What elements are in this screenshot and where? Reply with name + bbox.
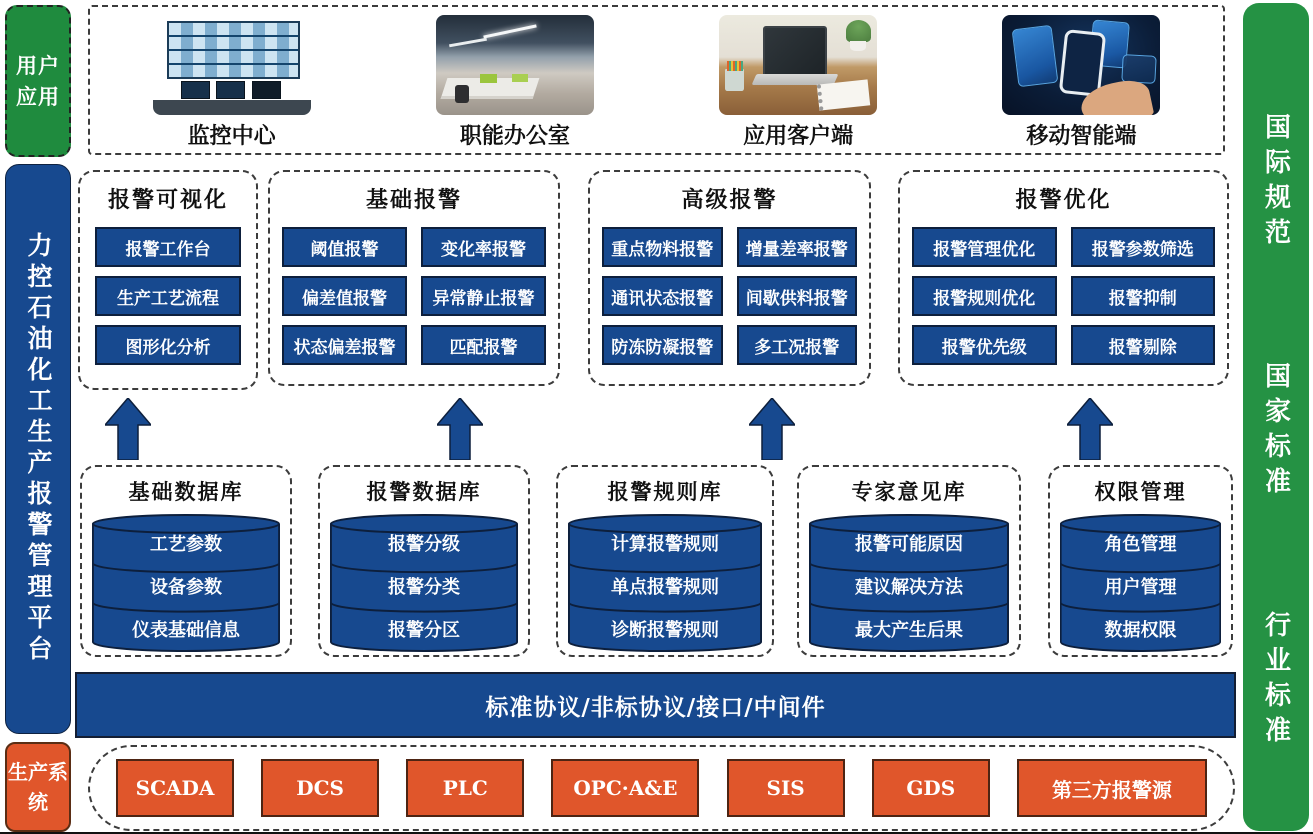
user-app-label: 移动智能端 [1026,123,1137,149]
database-item: 数据权限 [1104,619,1177,641]
user-app-item [90,7,373,153]
database-cylinder [1060,514,1221,652]
notebook [817,79,871,110]
module-item: 异常静止报警 [421,276,546,316]
source-box: SCADA [116,759,234,817]
user-app-item [940,7,1223,153]
user-app-label: 应用客户端 [743,123,854,149]
pencil-cup [725,69,744,91]
database-item: 建议解决方法 [855,577,963,598]
source-box: GDS [872,759,990,817]
cylinder-labels [568,522,762,650]
platform-title-bar: 力控石油化工生产报警管理平台 [5,164,71,734]
mobile-photo [1002,15,1160,115]
cylinder-labels [1060,522,1221,650]
database-item: 报警分级 [388,534,460,556]
ceiling-light [449,38,487,48]
cylinder-labels [330,522,518,650]
ceiling-light [484,24,537,38]
module-grid [590,214,869,365]
floating-screen [1121,54,1156,84]
database-item: 设备参数 [150,577,222,598]
module-item: 报警优先级 [912,325,1057,365]
user-app-label: 职能办公室 [459,123,570,149]
floating-screen [1012,25,1059,87]
cylinder-labels [92,522,280,650]
database-box [80,465,292,657]
up-arrow-icon [437,398,483,460]
user-app-item [657,7,940,153]
module-item: 报警抑制 [1071,276,1216,316]
desk-monitor [216,81,245,99]
database-box [556,465,774,657]
module-item: 偏差值报警 [282,276,407,316]
database-cylinder [809,514,1009,652]
alarm-module-box [78,170,258,390]
user-application-layer [88,5,1225,155]
alarm-module-box [268,170,560,386]
module-item: 多工况报警 [737,325,858,365]
database-cylinder [568,514,762,652]
module-item: 报警管理优化 [912,227,1057,267]
module-item: 生产工艺流程 [95,276,241,316]
module-item: 间歇供料报警 [737,276,858,316]
alarm-module-box [588,170,871,386]
video-wall [167,21,301,79]
up-arrow-icon [749,398,795,460]
desk-partition [480,74,497,83]
standards-item: 国际规范 [1260,112,1291,253]
user-app-label: 监控中心 [187,123,276,149]
desk-partition [512,74,528,82]
control-room-photo [153,15,311,115]
database-item: 报警分区 [388,619,460,641]
module-item: 报警规则优化 [912,276,1057,316]
desk-monitor [252,81,281,99]
module-item: 报警参数筛选 [1071,227,1216,267]
user-apps-label-box: 用户应用 [5,5,71,157]
module-item: 重点物料报警 [602,227,723,267]
desk-monitor [181,81,210,99]
database-box [797,465,1021,657]
database-item: 计算报警规则 [611,534,719,556]
database-item: 诊断报警规则 [611,619,719,641]
database-item: 工艺参数 [150,534,222,556]
module-title: 基础报警 [365,187,462,213]
cylinder-labels [809,522,1009,650]
standards-item: 国家标准 [1260,361,1291,502]
module-item: 匹配报警 [421,325,546,365]
plant [846,20,871,42]
module-title: 报警可视化 [107,187,228,213]
database-title: 专家意见库 [851,479,967,504]
database-title: 权限管理 [1094,479,1187,504]
up-arrow-icon [105,398,151,460]
module-item: 图形化分析 [95,325,241,365]
database-item: 报警分类 [388,577,460,598]
database-title: 报警数据库 [366,479,482,504]
database-item: 仪表基础信息 [132,619,240,641]
office-photo [436,15,594,115]
database-item: 用户管理 [1104,577,1177,598]
module-item: 阈值报警 [282,227,407,267]
module-grid [270,214,558,365]
module-item: 防冻防凝报警 [602,325,723,365]
plant-pot [850,41,866,51]
source-box: DCS [261,759,379,817]
standards-item: 行业标准 [1260,611,1291,752]
sources-row [88,745,1235,831]
database-item: 报警可能原因 [855,534,963,556]
module-title: 高级报警 [681,187,778,213]
source-box: 第三方报警源 [1017,759,1207,817]
standards-rail [1243,3,1309,831]
alarm-module-box [898,170,1229,386]
database-item: 最大产生后果 [855,619,963,641]
module-grid [80,214,256,365]
module-item: 通讯状态报警 [602,276,723,316]
database-item: 单点报警规则 [611,577,719,598]
production-system-label-box: 生产系统 [5,742,71,832]
database-item: 角色管理 [1104,534,1177,556]
pencils [727,61,743,71]
module-item: 变化率报警 [421,227,546,267]
control-desk [153,100,311,115]
up-arrow-icon [1067,398,1113,460]
database-box [318,465,530,657]
module-item: 增量差率报警 [737,227,858,267]
middleware-bar: 标准协议/非标协议/接口/中间件 [75,672,1236,738]
module-item: 报警工作台 [95,227,241,267]
source-box: SIS [727,759,845,817]
module-grid [900,214,1227,365]
database-title: 基础数据库 [128,479,244,504]
source-box: OPC·A&E [551,759,699,817]
office-chair [455,85,469,103]
database-box [1048,465,1233,657]
user-app-item [373,7,656,153]
database-title: 报警规则库 [607,479,723,504]
database-cylinder [92,514,280,652]
database-cylinder [330,514,518,652]
module-title: 报警优化 [1015,187,1112,213]
laptop-screen [763,26,827,78]
module-item: 报警剔除 [1071,325,1216,365]
laptop-photo [719,15,877,115]
source-box: PLC [406,759,524,817]
module-item: 状态偏差报警 [282,325,407,365]
